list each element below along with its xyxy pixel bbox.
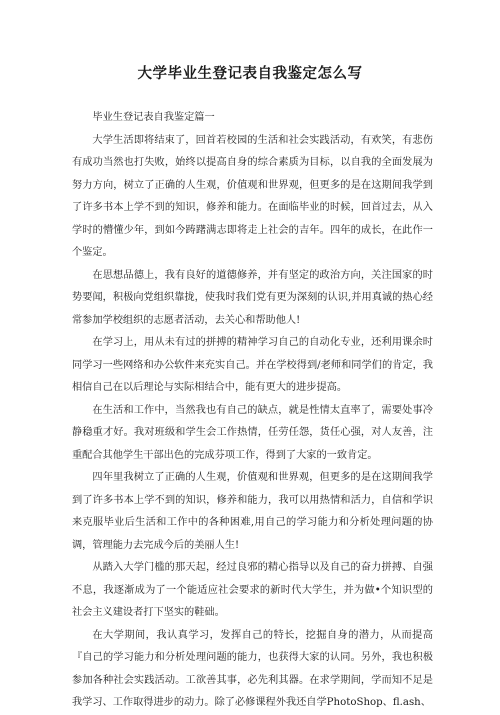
- paragraph: 在大学期间，我认真学习，发挥自己的特长，挖掘自身的潜力，从而提高『自己的学习能力和分析处理问题的能力，也获得大家的认同。另外，我也积极参加各种社会实践活动。工欲善其事，必先利其器。在求学期间，学而知不足是我学习、工作取得进步的动力。除了必修课程外我还自学PhotoShop、fl.ash、: [72, 629, 433, 708]
- paragraph: 从踏入大学门槛的那天起，经过良邪的精心指导以及自己的奋力拼搏、自强不息，我逐渐成为了一个能适应社会要求的新时代大学生，并为做•个知识型的社会主义建设者打下坚实的鞋础。: [72, 562, 433, 618]
- paragraph: 在思想品德上，我有良好的道德修养，并有坚定的政治方向，关注国家的时势要闻，积极向党组织靠拢，使我时我们党有更为深刻的认识,并用真诚的热心经常参加学校组织的志愿者活动，去关心和帮助他人!: [72, 269, 433, 326]
- section-heading: 毕业生登记表自我鉴定篇一: [92, 112, 215, 123]
- paragraph: 在学习上，用从未有过的拼搏的精神学习自己的自动化专业，还利用课余时同学习一些网络和办公软件来充实自己。并在学校得到/老师和同学们的肯定，我相信自己在以后理论与实际相结合中，能有更大的进步提高。: [72, 337, 433, 393]
- document-body: [72, 107, 433, 715]
- paragraph: 四年里我树立了正确的人生观，价值观和世界观，但更多的是在这期间我学到了许多书本上学不到的知识，修养和能力，我可以用热情和活力，自信和学识来克服毕业后生活和工作中的各种困难,用自己的学习能力和分析处理问题的协调，管理能力去完成今后的美丽人生!: [72, 472, 433, 551]
- document-title: 大学毕业生登记表自我鉴定怎么写: [137, 66, 363, 82]
- paragraph: 在生活和工作中，当然我也有自己的缺点，就是性情太直率了，需要处事冷静稳重才好。我对班级和学生会工作热情，任劳任怨，货任心强，对人友善，注重配合其他学生干部出色的完成芬项工作，得到了大家的一致肯定。: [72, 404, 433, 461]
- paragraph: 大学生活即将结束了，回首若校园的生活和社会实践活动，有欢笑，有悲伤有成功当然也打失败，始终以提高自身的综合素质为目标，以自我的全面发展为努力方向，树立了正确的人生观，价值观和世界观，但更多的是在这期间我学到了许多书本上学不到的知识，修养和能力。在面临毕业的时候，回首过去，从入学时的懵懂少年，到如今踌躇满志即将走上社会的吉年。四年的成长，在此作一个鉴定。: [72, 134, 433, 258]
